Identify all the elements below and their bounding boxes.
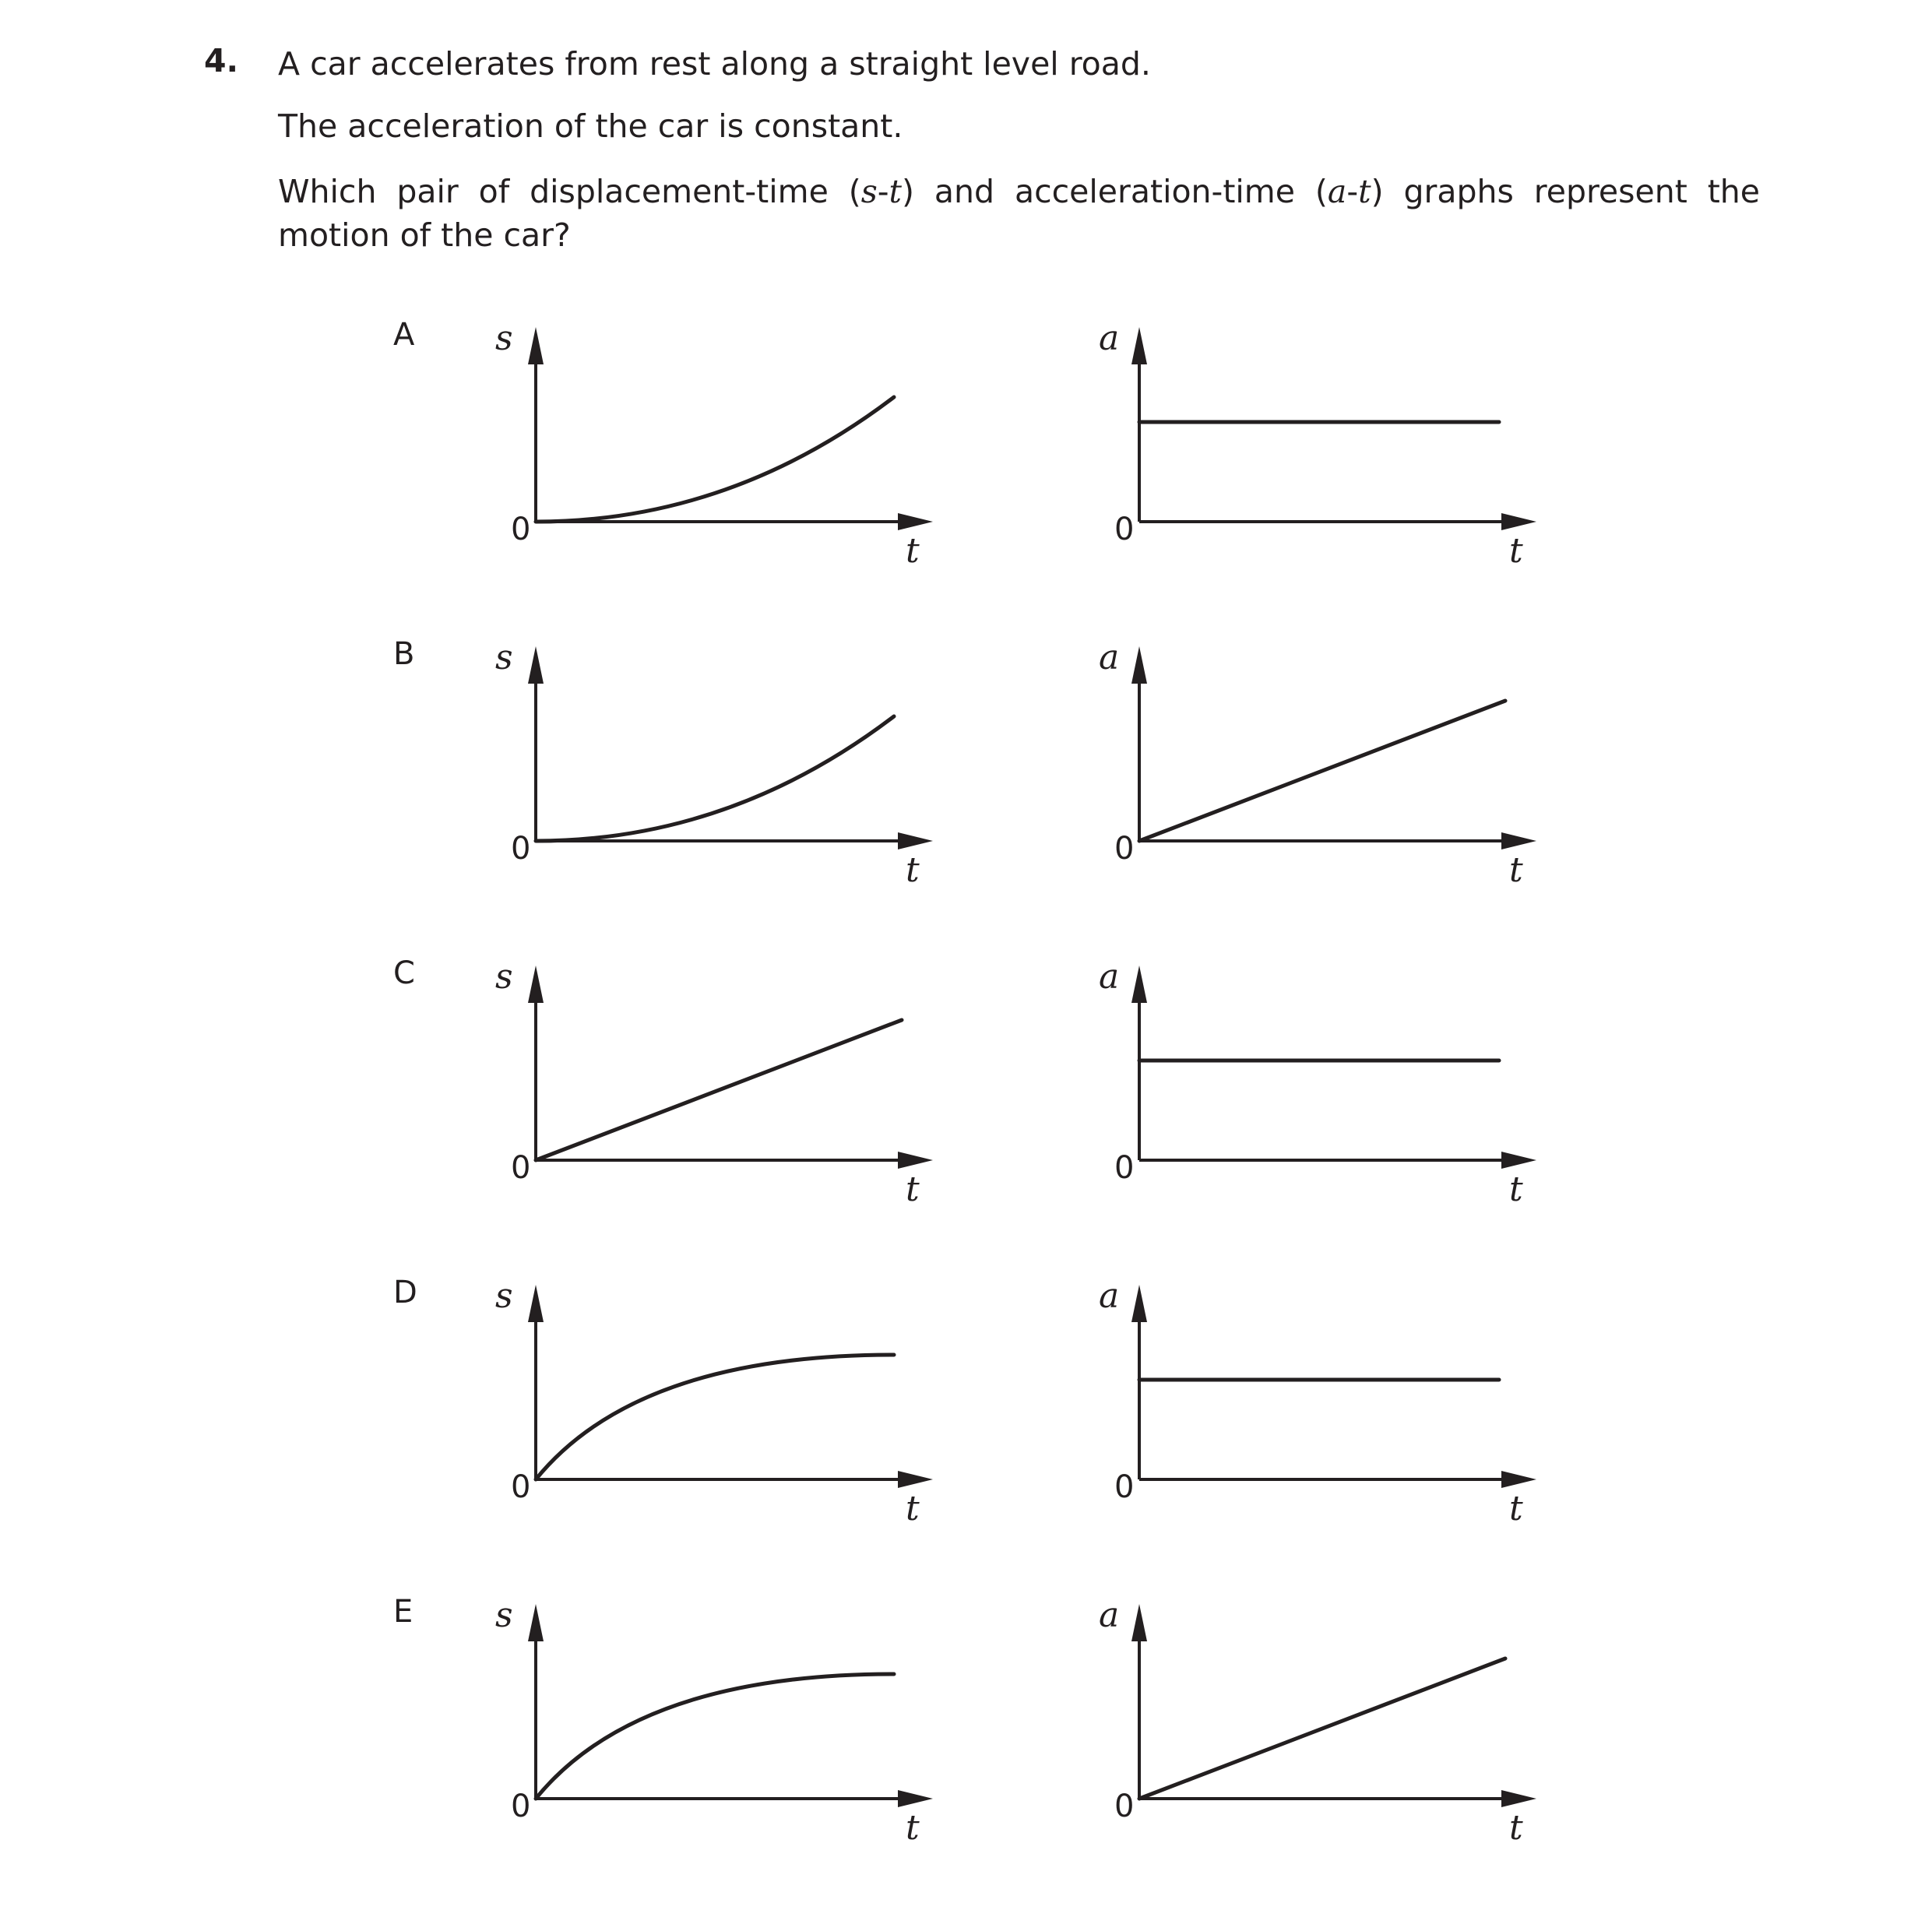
t-axis-label: t bbox=[1509, 1170, 1523, 1209]
option-c-label: C bbox=[393, 955, 415, 991]
option-d-row bbox=[393, 1275, 1536, 1528]
a-axis-label: a bbox=[1099, 957, 1120, 997]
t-axis-label: t bbox=[906, 850, 920, 890]
option-b-st-graph bbox=[495, 638, 933, 890]
option-e-at-graph bbox=[1099, 1595, 1536, 1848]
origin-label: 0 bbox=[1114, 1150, 1135, 1186]
y-axis-arrowhead bbox=[528, 1285, 544, 1322]
t-axis-label: t bbox=[906, 1808, 920, 1848]
t-axis-label: t bbox=[1509, 531, 1523, 571]
option-a-label: A bbox=[393, 317, 415, 353]
option-d-at-graph bbox=[1099, 1276, 1536, 1528]
x-axis-arrowhead bbox=[898, 1790, 933, 1807]
option-e-st-graph bbox=[495, 1595, 933, 1848]
origin-label: 0 bbox=[511, 1469, 531, 1505]
linear-line bbox=[536, 1020, 902, 1160]
question-line-1: A car accelerates from rest along a straight level road. bbox=[278, 45, 1151, 83]
option-e-label: E bbox=[393, 1594, 413, 1630]
t-axis-label: t bbox=[1509, 1489, 1523, 1528]
x-axis-arrowhead bbox=[1501, 1790, 1536, 1807]
question-line-3: Which pair of displacement-time (s-t) and acceleration-time (a-t) graphs represent the motion of the car? bbox=[278, 173, 1760, 254]
s-axis-label: s bbox=[495, 1276, 513, 1316]
t-axis-label: t bbox=[906, 531, 920, 571]
origin-label: 0 bbox=[1114, 1789, 1135, 1824]
origin-label: 0 bbox=[1114, 1469, 1135, 1505]
y-axis-arrowhead bbox=[1131, 966, 1147, 1003]
x-axis-arrowhead bbox=[1501, 1152, 1536, 1169]
option-d-label: D bbox=[393, 1275, 417, 1310]
y-axis-arrowhead bbox=[528, 966, 544, 1003]
curve-down-line bbox=[536, 1674, 894, 1799]
option-a-row bbox=[393, 317, 1536, 571]
x-axis-arrowhead bbox=[1501, 832, 1536, 849]
option-e-row bbox=[393, 1594, 1536, 1848]
linear-line bbox=[1139, 1658, 1505, 1799]
option-c-at-graph bbox=[1099, 957, 1536, 1209]
option-a-st-graph bbox=[495, 318, 933, 571]
curve-up-line bbox=[536, 716, 894, 841]
s-axis-label: s bbox=[495, 1595, 513, 1635]
x-axis-arrowhead bbox=[1501, 513, 1536, 530]
option-d-st-graph bbox=[495, 1276, 933, 1528]
curve-up-line bbox=[536, 397, 894, 522]
y-axis-arrowhead bbox=[1131, 1604, 1147, 1641]
a-axis-label: a bbox=[1099, 638, 1120, 677]
origin-label: 0 bbox=[511, 1150, 531, 1186]
option-b-row bbox=[393, 636, 1536, 890]
s-axis-label: s bbox=[495, 957, 513, 997]
y-axis-arrowhead bbox=[1131, 327, 1147, 364]
y-axis-arrowhead bbox=[528, 327, 544, 364]
option-b-label: B bbox=[393, 636, 415, 672]
y-axis-arrowhead bbox=[528, 1604, 544, 1641]
s-axis-label: s bbox=[495, 638, 513, 677]
option-b-at-graph bbox=[1099, 638, 1536, 890]
x-axis-arrowhead bbox=[1501, 1471, 1536, 1488]
x-axis-arrowhead bbox=[898, 1471, 933, 1488]
option-c-row bbox=[393, 955, 1536, 1209]
y-axis-arrowhead bbox=[1131, 646, 1147, 684]
linear-line bbox=[1139, 701, 1505, 841]
question-number: 4. bbox=[204, 42, 239, 79]
x-axis-arrowhead bbox=[898, 832, 933, 849]
a-axis-label: a bbox=[1099, 1276, 1120, 1316]
t-axis-label: t bbox=[1509, 1808, 1523, 1848]
t-axis-label: t bbox=[906, 1489, 920, 1528]
origin-label: 0 bbox=[1114, 512, 1135, 547]
x-axis-arrowhead bbox=[898, 1152, 933, 1169]
a-axis-label: a bbox=[1099, 1595, 1120, 1635]
a-axis-label: a bbox=[1099, 318, 1120, 358]
origin-label: 0 bbox=[511, 831, 531, 867]
y-axis-arrowhead bbox=[1131, 1285, 1147, 1322]
s-axis-label: s bbox=[495, 318, 513, 358]
origin-label: 0 bbox=[511, 512, 531, 547]
option-a-at-graph bbox=[1099, 318, 1536, 571]
curve-down-line bbox=[536, 1355, 894, 1479]
x-axis-arrowhead bbox=[898, 513, 933, 530]
option-c-st-graph bbox=[495, 957, 933, 1209]
question-line-2: The acceleration of the car is constant. bbox=[278, 107, 903, 145]
origin-label: 0 bbox=[1114, 831, 1135, 867]
y-axis-arrowhead bbox=[528, 646, 544, 684]
t-axis-label: t bbox=[906, 1170, 920, 1209]
t-axis-label: t bbox=[1509, 850, 1523, 890]
origin-label: 0 bbox=[511, 1789, 531, 1824]
